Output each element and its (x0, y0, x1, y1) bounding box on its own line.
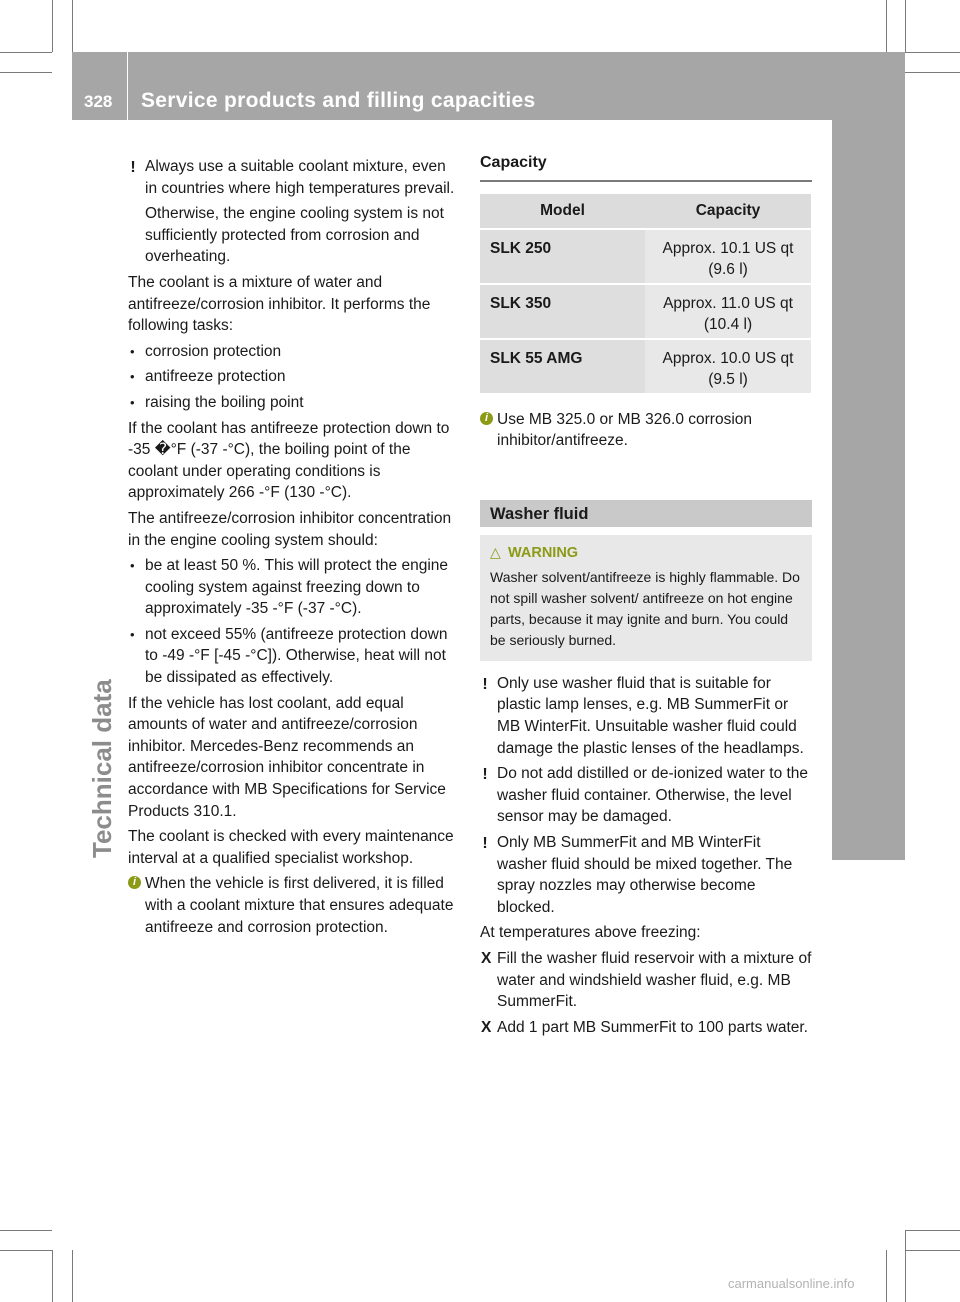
note-text: Only MB SummerFit and MB WinterFit washer fluid should be mixed together. The spray nozzles may otherwise become blocked. (497, 833, 793, 916)
step-arrow-icon: X (481, 949, 492, 967)
crop-mark (905, 72, 960, 73)
warning-note (480, 673, 812, 759)
list-item: • not exceed 55% (antifreeze protection down to -49 ‑°F [-45 ‑°C]). Otherwise, heat will not be dissipated as effectively. (130, 625, 448, 687)
note-text: Do not add distilled or de-ionized water to the washer fluid container. Otherwise, the level sensor may be damaged. (497, 765, 809, 826)
instruction-step: X Add 1 part MB SummerFit to 100 parts water. (480, 1017, 812, 1039)
crop-mark (905, 1250, 960, 1251)
column-header-model: Model (480, 194, 645, 228)
exclamation-icon: ! (130, 159, 136, 176)
crop-mark (905, 52, 960, 53)
capacity-heading: Capacity (480, 152, 812, 182)
crop-mark (0, 1250, 52, 1251)
washer-fluid-heading: Washer fluid (480, 500, 812, 527)
info-icon: i (128, 876, 141, 889)
table-row (480, 340, 811, 393)
page-number: 328 (84, 92, 113, 111)
side-tab-label: Technical data (87, 679, 117, 858)
warning-title: △ WARNING (490, 543, 579, 561)
paragraph: The coolant is checked with every maintenance interval at a qualified specialist workshop. (128, 828, 454, 867)
paragraph: At temperatures above freezing: (480, 924, 701, 942)
header-divider (127, 52, 128, 120)
warning-triangle-icon: △ (490, 543, 501, 560)
note-text: Always use a suitable coolant mixture, even in countries where high temperatures prevail. (145, 158, 455, 197)
crop-mark (72, 0, 73, 52)
page-title: Service products and filling capacities (141, 89, 536, 112)
model-cell: SLK 250 (480, 230, 645, 283)
crop-mark (905, 1230, 960, 1231)
right-column (480, 152, 812, 1042)
left-column (128, 156, 460, 942)
warning-text: Washer solvent/antifreeze is highly flammable. Do not spill washer solvent/ antifreeze on hot engine parts, because it may ignite and burn. You could be seriously burned. (490, 568, 800, 648)
table-row (480, 285, 811, 338)
bullet-icon: • (130, 394, 135, 410)
paragraph: The coolant is a mixture of water and antifreeze/corrosion inhibitor. It performs the following tasks: (128, 273, 431, 335)
crop-mark (886, 1250, 887, 1302)
exclamation-icon: ! (482, 766, 488, 784)
crop-mark (52, 1250, 53, 1302)
list-item: • antifreeze protection (128, 366, 460, 388)
list-item: • be at least 50 %. This will protect the engine cooling system against freezing down to approximately -35 ‑°F (-37 ‑°C). (130, 557, 448, 618)
note-text: Use MB 325.0 or MB 326.0 corrosion inhibitor/antifreeze. (497, 410, 753, 450)
crop-mark (0, 52, 52, 53)
bullet-icon: • (130, 343, 135, 359)
crop-mark (72, 1250, 73, 1302)
note-text: Only use washer fluid that is suitable for plastic lamp lenses, e.g. MB SummerFit or MB WinterFit. Unsuitable washer fluid could damage the plastic lenses of the headlamps. (497, 674, 804, 757)
model-cell: SLK 55 AMG (480, 340, 645, 393)
instruction-step: X Fill the washer fluid reservoir with a mixture of water and windshield washer fluid, e.g. MB SummerFit. (481, 949, 812, 1011)
side-tab (832, 120, 905, 860)
crop-mark (905, 1230, 906, 1302)
table-row (480, 230, 811, 283)
crop-mark (0, 72, 52, 73)
crop-mark (905, 0, 906, 52)
info-note (480, 409, 812, 452)
bullet-icon: • (130, 369, 135, 385)
model-cell: SLK 350 (480, 285, 645, 338)
crop-mark (0, 1230, 52, 1231)
paragraph: The antifreeze/corrosion inhibitor concentration in the engine cooling system should: (128, 509, 452, 549)
info-icon: i (480, 412, 493, 425)
crop-mark (52, 0, 53, 52)
capacity-cell: Approx. 11.0 US qt (10.4 l) (645, 285, 811, 338)
note-text: Otherwise, the engine cooling system is not sufficiently protected from corrosion and overheating. (145, 205, 444, 266)
table-header-row (480, 194, 811, 228)
watermark: carmanualsonline.info (728, 1276, 855, 1291)
bullet-icon: • (130, 626, 135, 642)
warning-note (480, 832, 812, 918)
list-item: • corrosion protection (128, 341, 460, 363)
info-note (128, 873, 460, 938)
list-item: • raising the boiling point (128, 392, 460, 414)
exclamation-icon: ! (482, 834, 488, 852)
note-text: When the vehicle is first delivered, it is filled with a coolant mixture that ensures adequate antifreeze and corrosion protection. (145, 875, 454, 936)
warning-note (128, 156, 460, 199)
bullet-icon: • (130, 558, 135, 574)
capacity-table (480, 192, 811, 395)
warning-note (480, 763, 812, 828)
capacity-cell: Approx. 10.1 US qt (9.6 l) (645, 230, 811, 283)
crop-mark (886, 0, 887, 52)
warning-box (480, 535, 812, 661)
exclamation-icon: ! (482, 675, 488, 693)
paragraph: If the vehicle has lost coolant, add equal amounts of water and antifreeze/corrosion inhibitor. Mercedes-Benz recommends an antifreeze/corrosion inhibitor concentrate in accordance with MB Specifications for Service Products 310.1. (128, 694, 446, 820)
capacity-cell: Approx. 10.0 US qt (9.5 l) (645, 340, 811, 393)
paragraph: If the coolant has antifreeze protection down to -35 �°F (-37 ‑°C), the boiling point of the coolant under operating conditions is approximately 266 ‑°F (130 ‑°C). (128, 419, 450, 502)
step-arrow-icon: X (481, 1018, 492, 1036)
column-header-capacity: Capacity (645, 194, 811, 228)
